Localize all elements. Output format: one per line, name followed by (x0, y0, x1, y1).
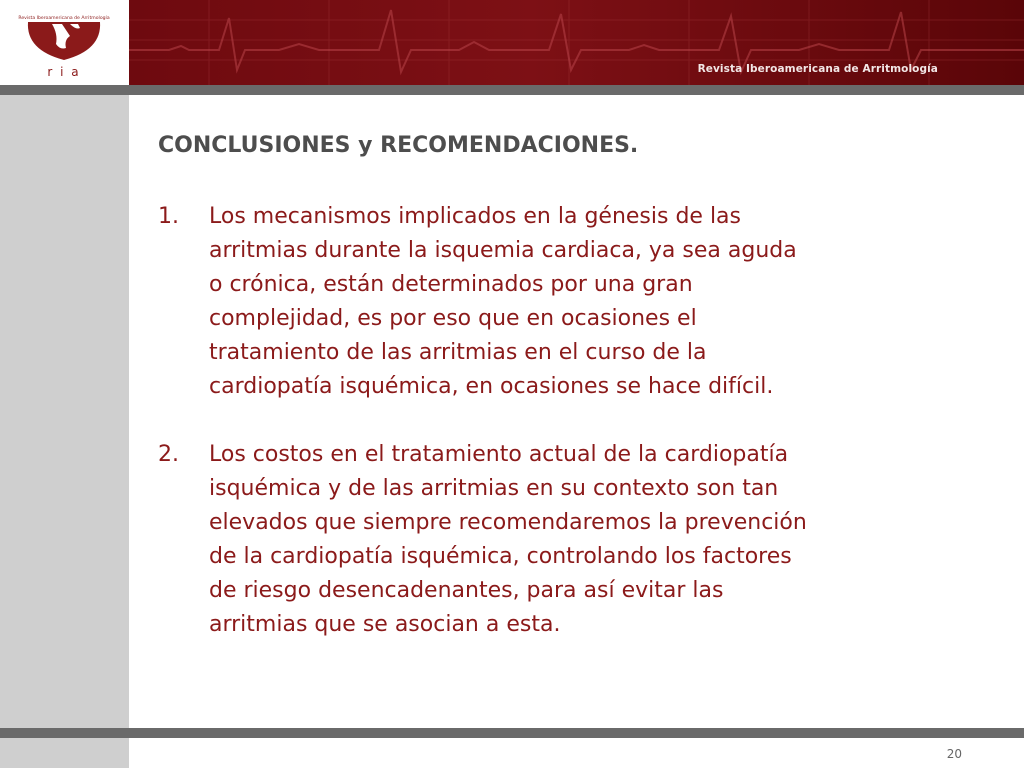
list-item-line: tratamiento de las arritmias en el curso de la (209, 340, 707, 365)
journal-logo (0, 0, 129, 85)
list-item-line: arritmias durante la isquemia cardiaca, ya sea aguda (209, 238, 797, 263)
header-divider (0, 85, 1024, 95)
list-item-line: Los mecanismos implicados en la génesis de las (209, 204, 741, 229)
list-item-number: 2. (158, 442, 179, 467)
journal-title: Revista Iberoamericana de Arritmología (697, 63, 938, 75)
footer-sidebar-strip (0, 738, 129, 768)
conclusions-list (158, 200, 998, 676)
list-item-line: o crónica, están determinados por una gran (209, 272, 693, 297)
list-item-number: 1. (158, 204, 179, 229)
slide-heading: CONCLUSIONES y RECOMENDACIONES. (158, 133, 639, 158)
list-item-line: isquémica y de las arritmias en su contexto son tan (209, 476, 779, 501)
heart-globe-icon (0, 0, 129, 85)
logo-small-text: Revista Iberoamericana de Arritmología (18, 16, 110, 21)
logo-letters: r i a (47, 65, 81, 79)
list-item-line: de riesgo desencadenantes, para así evitar las (209, 578, 724, 603)
header-band (129, 0, 1024, 85)
list-item (158, 200, 998, 404)
page-number: 20 (946, 747, 962, 761)
list-item-line: cardiopatía isquémica, en ocasiones se hace difícil. (209, 374, 774, 399)
list-item-line: complejidad, es por eso que en ocasiones el (209, 306, 697, 331)
footer-divider (0, 728, 1024, 738)
list-item-line: elevados que siempre recomendaremos la prevención (209, 510, 807, 535)
list-item-line: de la cardiopatía isquémica, controlando los factores (209, 544, 792, 569)
list-item-line: arritmias que se asocian a esta. (209, 612, 561, 637)
list-item (158, 438, 998, 642)
left-sidebar-strip (0, 95, 129, 728)
list-item-line: Los costos en el tratamiento actual de la cardiopatía (209, 442, 789, 467)
